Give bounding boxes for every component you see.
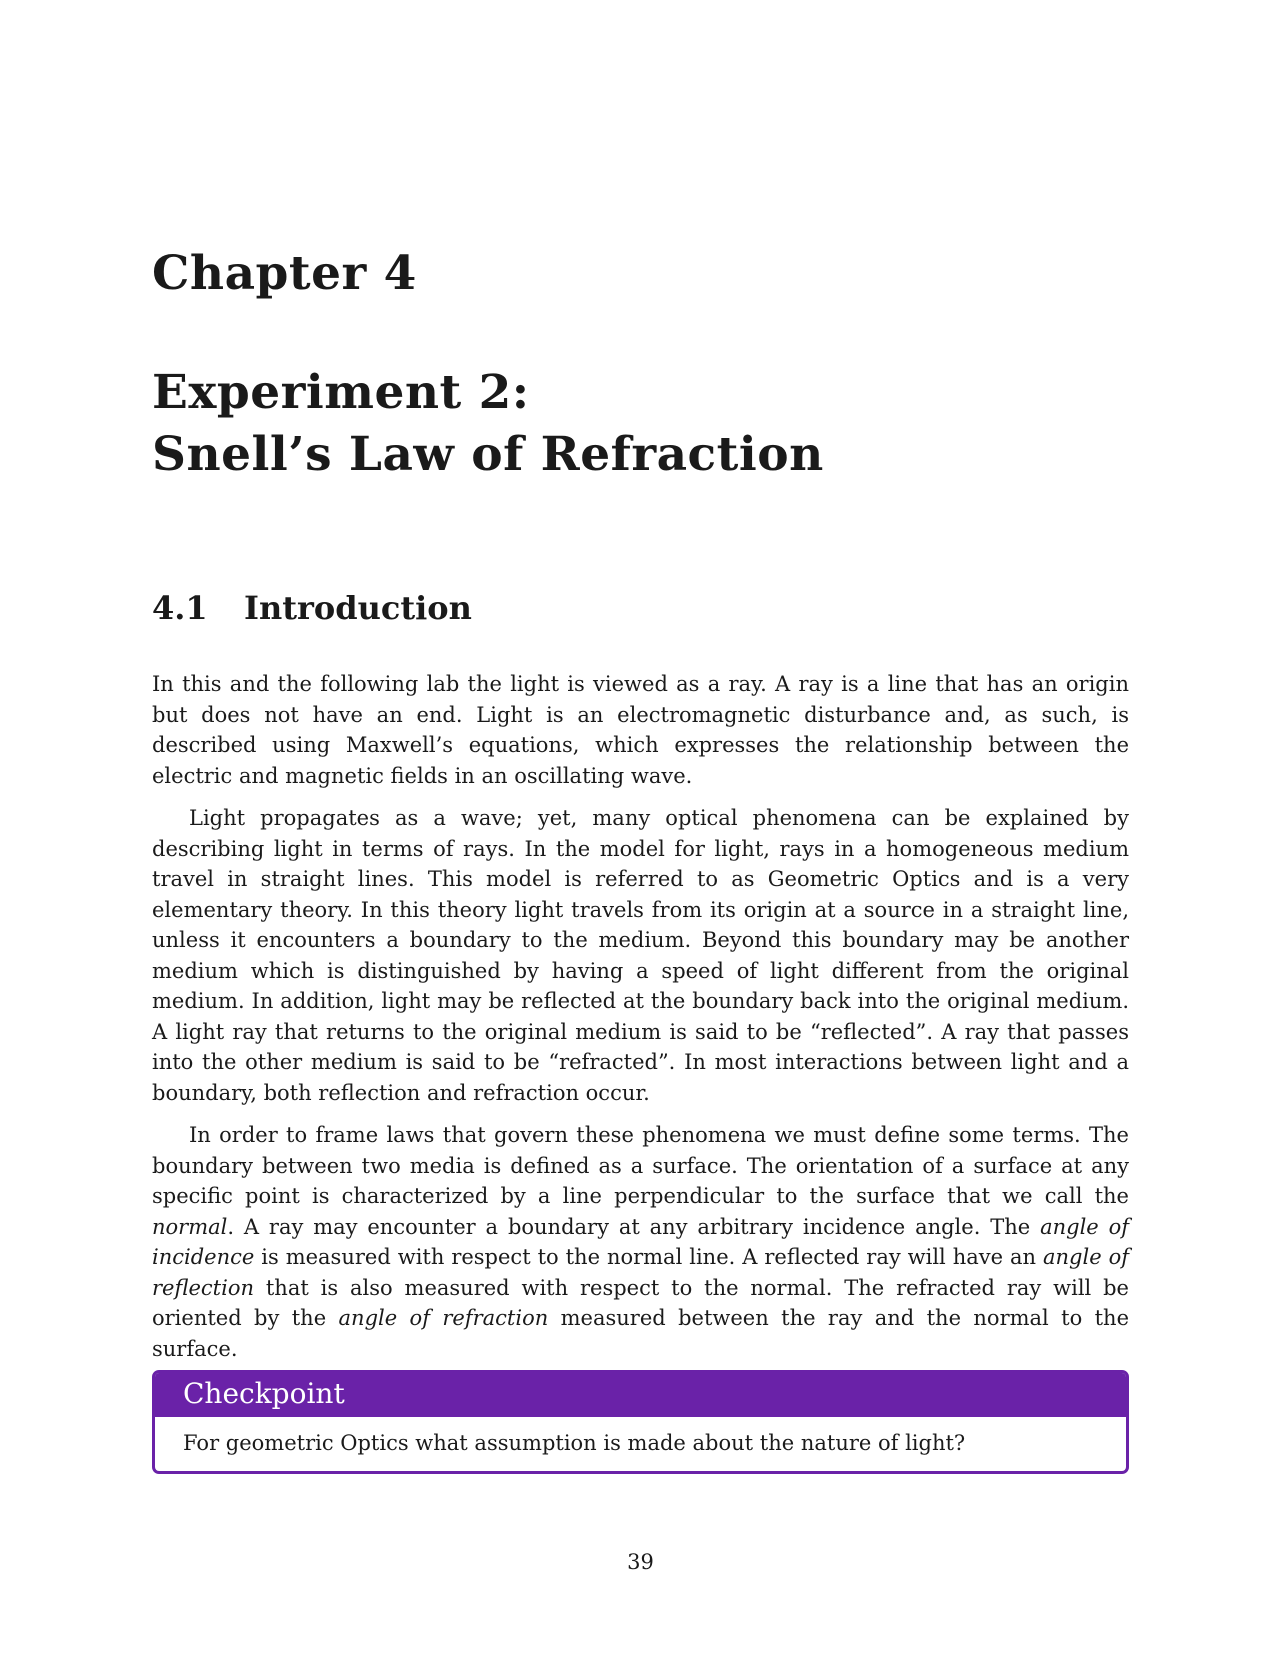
paragraph-3-text-2: . A ray may encounter a boundary at any arbitrary incidence angle. The — [227, 1214, 1041, 1239]
checkpoint-box — [152, 1370, 1129, 1474]
term-normal: normal — [152, 1214, 228, 1239]
checkpoint-question: For geometric Optics what assumption is made about the nature of light? — [183, 1431, 966, 1455]
term-angle-of-reflection: angle of reflection — [152, 1245, 1129, 1300]
paragraph-1: In this and the following lab the light is viewed as a ray. A ray is a line that has an origin but does not have an end. Light is an electromagnetic disturbance and, as such, is described using Maxwell’s equations, which expresses the relationship between the electric and magnetic fields in an oscillating wave. — [152, 672, 1129, 788]
section-title: Introduction — [244, 589, 472, 627]
chapter-title — [152, 362, 824, 486]
paragraph-3 — [152, 1120, 1129, 1364]
paragraph-2: Light propagates as a wave; yet, many optical phenomena can be explained by describing light in terms of rays. In the model for light, rays in a homogeneous medium travel in straight lines. This model is referred to as Geometric Optics and is a very elementary theory. In this theory light travels from its origin at a source in a straight line, unless it encounters a boundary to the medium. Beyond this boundary may be another medium which is distinguished by having a speed of light different from the original medium. In addition, light may be reflected at the boundary back into the original medium. A light ray that returns to the original medium is said to be “reflected”. A ray that passes into the other medium is said to be “refracted”. In most interactions between light and a boundary, both reflection and refraction occur. — [152, 806, 1129, 1105]
body-text — [152, 669, 1129, 1376]
chapter-label: Chapter 4 — [152, 246, 417, 301]
section-heading — [152, 589, 472, 627]
checkpoint-title: Checkpoint — [155, 1373, 1126, 1417]
paragraph-3-text-3: is measured with respect to the normal line. A reflected ray will have an — [254, 1245, 1043, 1269]
paragraph-3-text-4: that is also measured with respect to the normal. The refracted ray will be oriented by the — [152, 1275, 1129, 1330]
page-number: 39 — [627, 1550, 654, 1574]
document-page — [152, 0, 1129, 1656]
chapter-title-line-2: Snell’s Law of Refraction — [152, 427, 824, 482]
paragraph-3-text-1: In order to frame laws that govern these phenomena we must define some terms. The boundary between two media is defined as a surface. The orientation of a surface at any specific point is characterized by a line perpendicular to the surface that we call the — [152, 1123, 1129, 1208]
term-angle-of-incidence: angle of incidence — [152, 1214, 1129, 1269]
paragraph-3-text-5: measured between the ray and the normal to the surface. — [152, 1306, 1130, 1361]
section-number: 4.1 — [152, 589, 208, 627]
term-angle-of-refraction: angle of refraction — [338, 1306, 549, 1330]
chapter-title-line-1: Experiment 2: — [152, 365, 530, 420]
